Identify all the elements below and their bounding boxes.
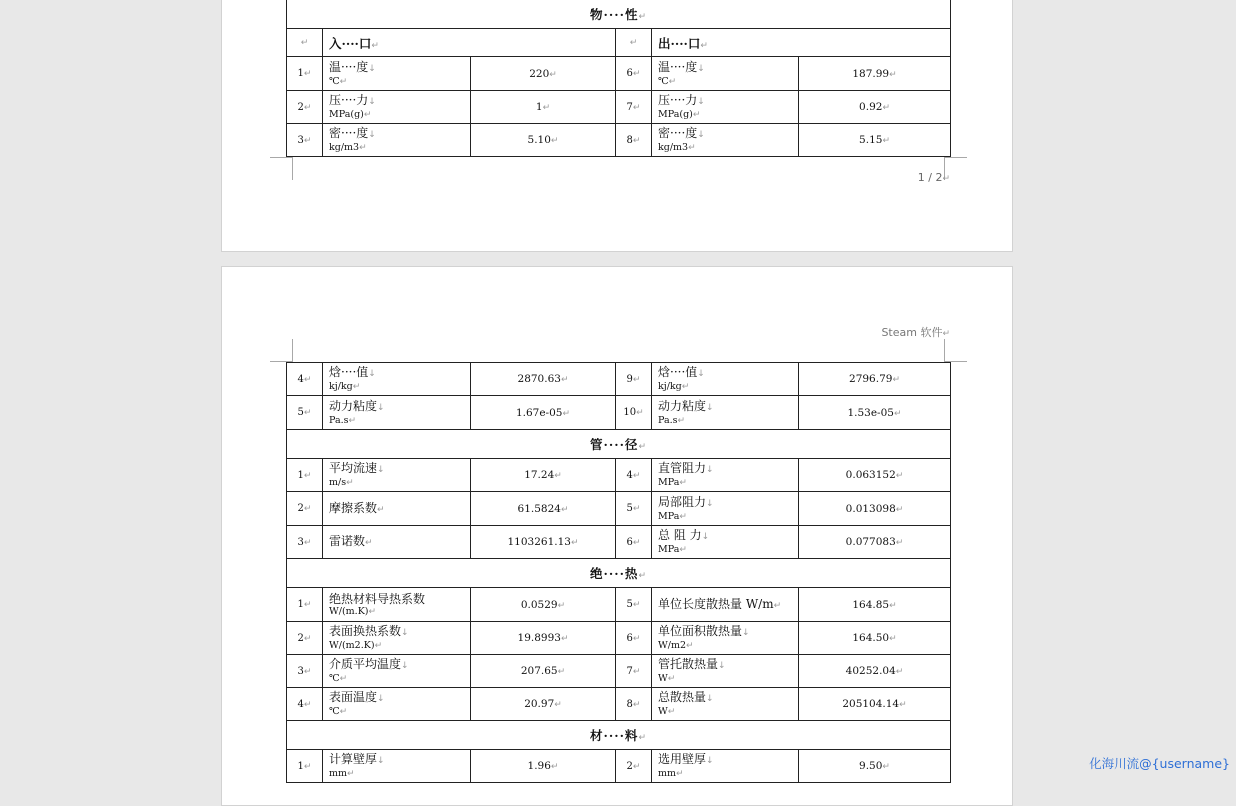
section-title-insulation: 绝····热↵ [287, 559, 951, 588]
table-row: 2↵ 摩擦系数↵ 61.5824↵ 5↵ 局部阻力↓ MPa↵ 0.013098↵ [287, 492, 951, 526]
page-footer-number: 1 / 2↵ [917, 171, 950, 184]
crop-mark-left [270, 339, 293, 362]
table-cell: ↵ [287, 29, 323, 57]
table-row: 4↵ 表面温度↓ ℃↵ 20.97↵ 8↵ 总散热量↓ W↵ 205104.14↵ [287, 688, 951, 721]
document-page-1 [221, 0, 1013, 252]
table-row: 4↵ 焓····值↓ kj/kg↵ 2870.63↵ 9↵ 焓····值↓ kj/kg↵ 2796.79↵ [287, 363, 951, 396]
watermark-text: 化海川流@{username} [1089, 756, 1230, 771]
table-row: 2↵ 表面换热系数↓ W/(m2.K)↵ 19.8993↵ 6↵ 单位面积散热量↓ W/m2↵ 164.50↵ [287, 622, 951, 655]
table-row: 1↵ 平均流速↓ m/s↵ 17.24↵ 4↵ 直管阻力↓ MPa↵ 0.063152↵ [287, 459, 951, 492]
inlet-header: 入····口↵ [323, 29, 616, 57]
table-row: 3↵ 密····度↓ kg/m3↵ 5.10↵ 8↵ 密····度↓ kg/m3↵ 5.15↵ [287, 124, 951, 157]
section-title-pipe: 管····径↵ [287, 430, 951, 459]
outlet-header: 出····口↵ [652, 29, 951, 57]
document-page-2 [221, 266, 1013, 806]
section-title-physical: 物····性↵ [287, 0, 951, 29]
crop-mark-right [944, 339, 967, 362]
crop-mark-left [270, 157, 293, 180]
table-row: 1↵ 计算壁厚↓ mm↵ 1.96↵ 2↵ 选用壁厚↓ mm↵ 9.50↵ [287, 750, 951, 783]
table-row: 1↵ 温····度↓ ℃↵ 220↵ 6↵ 温····度↓ ℃↵ 187.99↵ [287, 57, 951, 91]
calculation-table [286, 362, 951, 783]
table-cell: ↵ [616, 29, 652, 57]
physical-properties-table [286, 0, 951, 157]
table-row: 3↵ 雷诺数↵ 1103261.13↵ 6↵ 总 阻 力↓ MPa↵ 0.077083↵ [287, 526, 951, 559]
table-row: 2↵ 压····力↓ MPa(g)↵ 1↵ 7↵ 压····力↓ MPa(g)↵ 0.92↵ [287, 91, 951, 124]
table-row: 3↵ 介质平均温度↓ ℃↵ 207.65↵ 7↵ 管托散热量↓ W↵ 40252.04↵ [287, 655, 951, 688]
table-row: 1↵ 绝热材料导热系数 W/(m.K)↵ 0.0529↵ 5↵ 单位长度散热量 W/m↵ 164.85↵ [287, 588, 951, 622]
section-title-material: 材····料↵ [287, 721, 951, 750]
page-header-text: Steam 软件↵ [881, 326, 950, 339]
table-row: 5↵ 动力粘度↓ Pa.s↵ 1.67e-05↵ 10↵ 动力粘度↓ Pa.s↵ 1.53e-05↵ [287, 396, 951, 430]
